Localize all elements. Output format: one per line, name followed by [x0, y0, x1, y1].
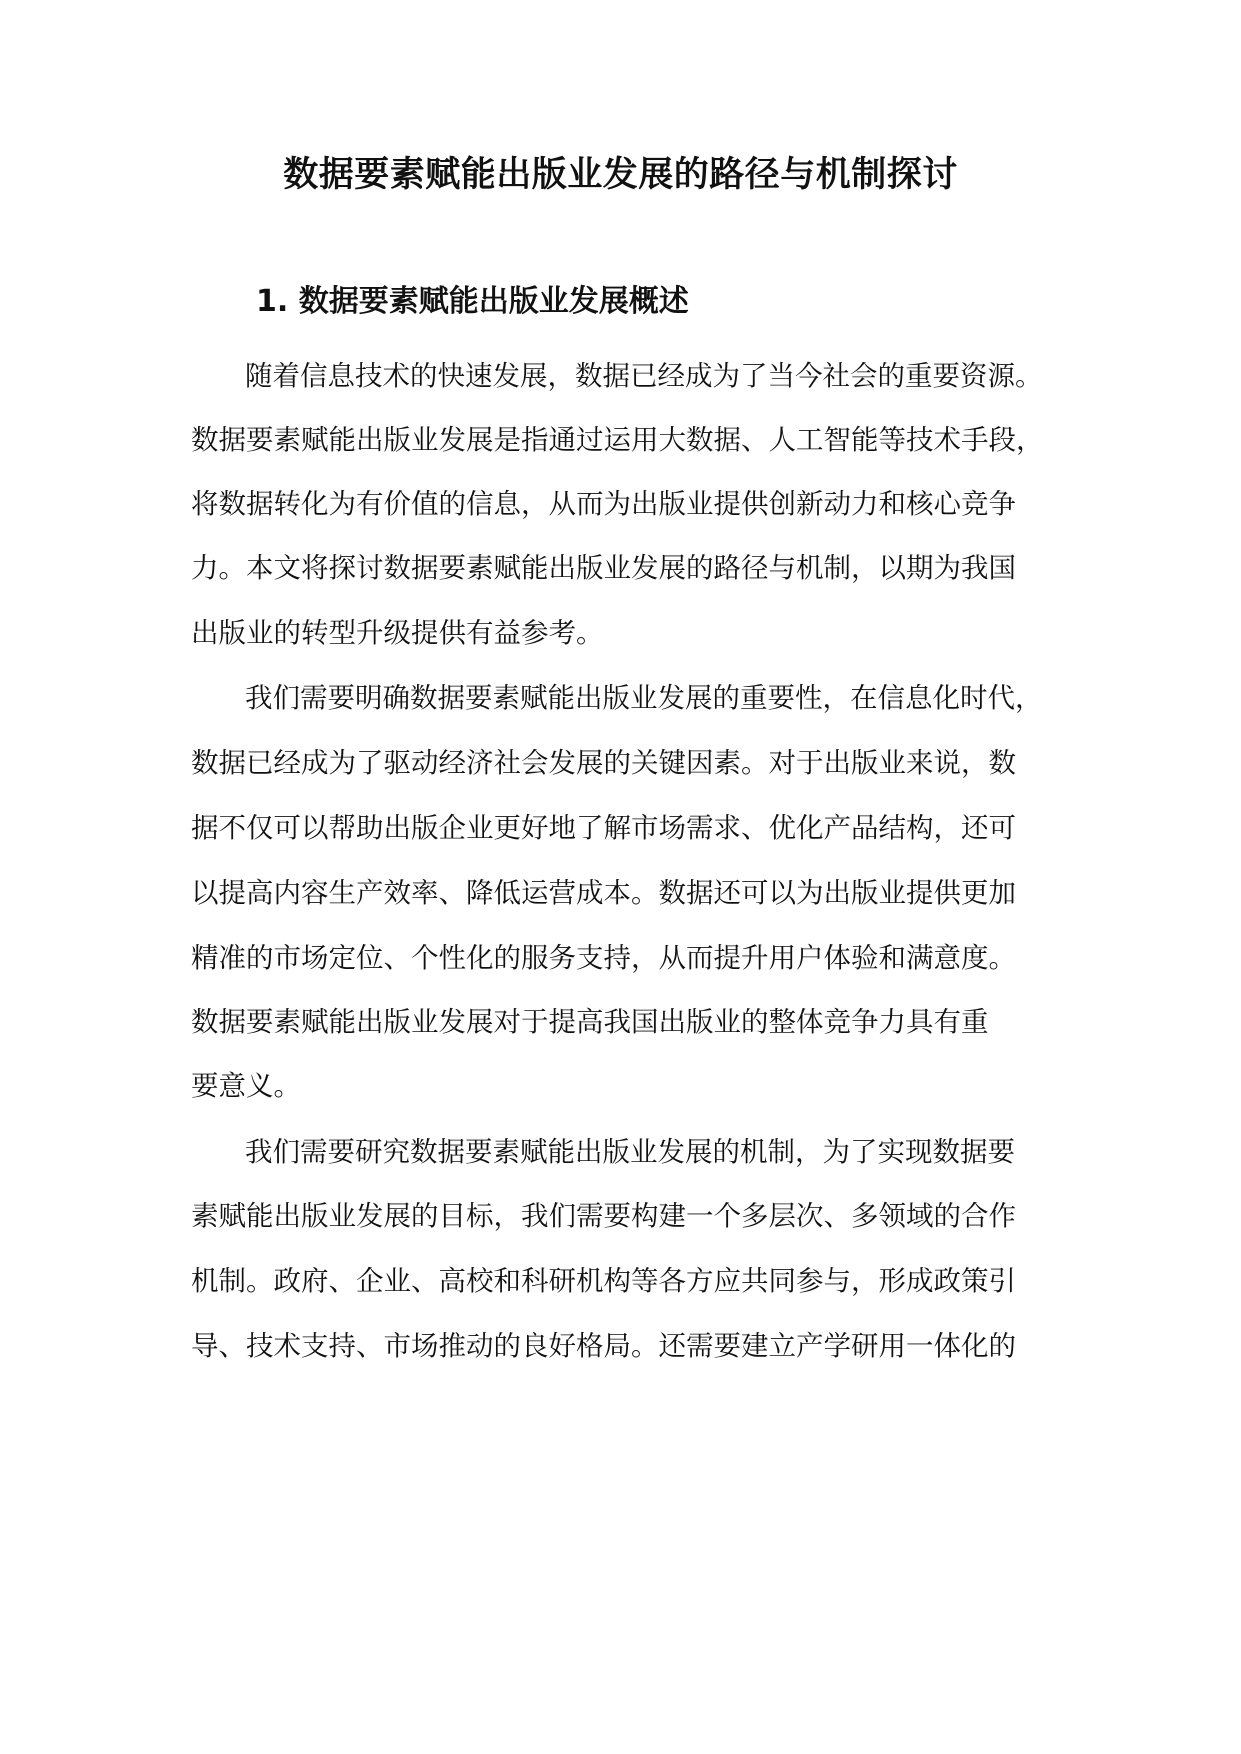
document-title: 数据要素赋能出版业发展的路径与机制探讨: [283, 155, 958, 195]
paragraph-line: 导、技术支持、市场推动的良好格局。还需要建立产学研用一体化的: [191, 1330, 1016, 1362]
paragraph-line: 我们需要明确数据要素赋能出版业发展的重要性，在信息化时代，: [245, 682, 1043, 714]
paragraph-line: 据不仅可以帮助出版企业更好地了解市场需求、优化产品结构，还可: [191, 812, 1016, 844]
paragraph-line: 将数据转化为有价值的信息，从而为出版业提供创新动力和核心竞争: [191, 488, 1016, 520]
paragraph-line: 素赋能出版业发展的目标，我们需要构建一个多层次、多领域的合作: [191, 1200, 1016, 1232]
section-heading: 1. 数据要素赋能出版业发展概述: [256, 284, 689, 319]
paragraph-line: 机制。政府、企业、高校和科研机构等各方应共同参与，形成政策引: [191, 1265, 1016, 1297]
paragraph-line: 力。本文将探讨数据要素赋能出版业发展的路径与机制，以期为我国: [191, 552, 1016, 584]
paragraph-line: 我们需要研究数据要素赋能出版业发展的机制，为了实现数据要: [245, 1136, 1015, 1168]
paragraph-line: 数据要素赋能出版业发展是指通过运用大数据、人工智能等技术手段，: [191, 424, 1044, 456]
paragraph-line: 出版业的转型升级提供有益参考。: [191, 617, 604, 649]
paragraph-line: 随着信息技术的快速发展，数据已经成为了当今社会的重要资源。: [245, 360, 1043, 392]
paragraph-line: 数据已经成为了驱动经济社会发展的关键因素。对于出版业来说，数: [191, 747, 1016, 779]
paragraph-line: 精准的市场定位、个性化的服务支持，从而提升用户体验和满意度。: [191, 942, 1016, 974]
paragraph-line: 数据要素赋能出版业发展对于提高我国出版业的整体竞争力具有重: [191, 1006, 989, 1038]
paragraph-line: 以提高内容生产效率、降低运营成本。数据还可以为出版业提供更加: [191, 877, 1016, 909]
paragraph-line: 要意义。: [191, 1070, 301, 1102]
